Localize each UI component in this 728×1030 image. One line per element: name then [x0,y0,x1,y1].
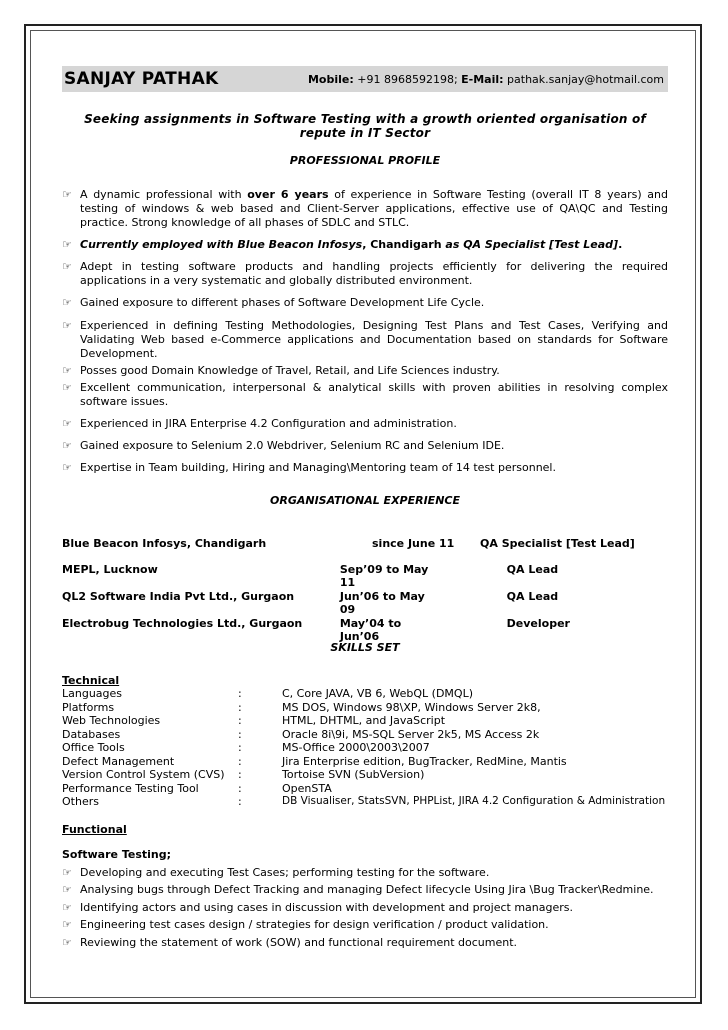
skill-value: Jira Enterprise edition, BugTracker, RedMine, Mantis [282,754,567,768]
skill-row [62,701,668,715]
pointing-hand-icon: ☞ [62,188,72,201]
pointing-hand-icon: ☞ [62,883,72,896]
bullet-text: Posses good Domain Knowledge of Travel, Retail, and Life Sciences industry. [80,364,500,377]
pointing-hand-icon: ☞ [62,918,72,931]
skill-colon: : [238,700,242,714]
profile-bullet-list [62,188,668,475]
skill-value: Tortoise SVN (SubVersion) [282,768,425,781]
profile-section-title: PROFESSIONAL PROFILE [289,154,441,167]
skill-value: HTML, DHTML, and JavaScript [282,714,446,727]
bullet-text: Identifying actors and using cases in discussion with development and project managers. [80,900,573,914]
experience-role: QA Lead [506,563,559,576]
profile-bullet [62,417,668,431]
bullet-text: Reviewing the statement of work (SOW) and functional requirement document. [80,935,518,949]
contact-info [308,73,664,86]
pointing-hand-icon: ☞ [62,381,72,394]
skill-colon: : [238,687,242,700]
skill-label: Platforms [62,700,115,714]
profile-bullet [62,260,668,288]
bullet-text: of experience in Software Testing (overall IT 8 years) and testing of windows & web based and Client-Server applications, effective use of QA\QC and Testing practice. Strong knowledge of all phases of SDLC and STLC. [80,188,669,229]
experience-period: May’04 to Jun’06 [339,617,402,643]
skill-row [62,755,668,769]
experience-company: QL2 Software India Pvt Ltd., Gurgaon [62,590,295,603]
skill-row [62,795,668,809]
functional-bullet [62,934,668,952]
experience-company: MEPL, Lucknow [62,563,158,576]
pointing-hand-icon: ☞ [62,238,72,251]
skills-section-title: SKILLS SET [330,641,400,654]
experience-company: Blue Beacon Infosys, Chandigarh [62,537,267,550]
pointing-hand-icon: ☞ [62,260,72,273]
experience-period: since June 11 [372,537,455,550]
email-label: E-Mail: [461,72,504,86]
skill-row [62,768,668,782]
pointing-hand-icon: ☞ [62,296,72,309]
pointing-hand-icon: ☞ [62,865,72,879]
technical-heading: Technical [62,674,120,687]
functional-bullet-list [62,864,668,952]
technical-skills-table [62,687,668,809]
functional-bullet [62,916,668,934]
experience-company: Electrobug Technologies Ltd., Gurgaon [62,617,303,630]
skill-label: Languages [62,687,123,700]
skill-colon: : [238,795,242,808]
skill-row [62,714,668,728]
experience-row [62,563,668,589]
skill-value: MS DOS, Windows 98\XP, Windows Server 2k8, [282,700,541,714]
pointing-hand-icon: ☞ [62,364,72,377]
profile-bullet [62,296,668,310]
functional-heading: Functional [62,822,127,836]
skill-row [62,687,668,701]
profile-bullet [62,188,668,230]
bullet-text: Gained exposure to Selenium 2.0 Webdriver, Selenium RC and Selenium IDE. [80,439,505,452]
skill-colon: : [238,754,242,768]
bullet-text: Gained exposure to different phases of Software Development Life Cycle. [80,296,485,309]
skill-colon: : [238,727,242,741]
skill-colon: : [238,768,242,781]
bullet-text: Analysing bugs through Defect Tracking and managing Defect lifecycle Using Jira \Bug Tracker\Redmine. [80,883,654,896]
skill-row [62,728,668,742]
bullet-text: A dynamic professional with [80,188,248,201]
email-value: pathak.sanjay@hotmail.com [507,72,664,86]
functional-bullet [62,899,668,917]
skill-colon: : [238,741,242,754]
bullet-text: Expertise in Team building, Hiring and Managing\Mentoring team of 14 test personnel. [80,461,556,474]
profile-bullet [62,381,668,409]
experience-row [62,617,668,643]
bullet-text: Experienced in defining Testing Methodologies, Designing Test Plans and Test Cases, Verifying and Validating Web based e-Commerce applications and Documentation based on standards for Software Development. [80,319,668,360]
skill-label: Defect Management [62,754,175,768]
experience-row [62,590,668,616]
experience-period: Sep’09 to May 11 [339,563,429,589]
pointing-hand-icon: ☞ [62,900,72,914]
resume-content [62,66,668,951]
header-bar [62,66,668,92]
skill-colon: : [238,781,242,795]
experience-section-title: ORGANISATIONAL EXPERIENCE [270,494,460,507]
skill-label: Others [62,795,99,808]
bullet-text-bold-italic: Currently employed with Blue Beacon Infosys [80,238,363,251]
bullet-text: Developing and executing Test Cases; performing testing for the software. [80,865,490,879]
skill-label: Office Tools [62,741,125,754]
candidate-name: SANJAY PATHAK [64,69,219,89]
skill-label: Databases [62,727,121,741]
skill-label: Version Control System (CVS) [62,768,225,781]
pointing-hand-icon: ☞ [62,439,72,452]
skill-label: Web Technologies [62,714,161,727]
experience-list [62,537,668,643]
experience-role: QA Specialist [Test Lead] [480,537,635,550]
profile-bullet [62,238,668,252]
bullet-text-bold-italic: as QA Specialist [Test Lead] [445,238,619,251]
experience-role: Developer [506,617,570,630]
skill-row [62,741,668,755]
skill-label: Performance Testing Tool [62,781,199,795]
profile-bullet [62,461,668,475]
bullet-text: Excellent communication, interpersonal & analytical skills with proven abilities in resolving complex software issues. [80,381,668,408]
experience-row [62,537,668,551]
experience-role: QA Lead [506,590,559,603]
mobile-label: Mobile: [307,72,354,86]
mobile-value: +91 8968592198; [357,72,458,86]
functional-bullet [62,881,668,899]
bullet-text: Engineering test cases design / strategies for design verification / product validation. [80,918,549,931]
skill-value: C, Core JAVA, VB 6, WebQL (DMQL) [282,687,473,700]
bullet-text: Adept in testing software products and handling projects efficiently for delivering the required applications in a very systematic and globally distributed environment. [80,260,668,287]
bullet-text-bold: over 6 years [247,188,329,201]
profile-bullet [62,364,668,378]
pointing-hand-icon: ☞ [62,461,72,474]
profile-bullet [62,439,668,453]
pointing-hand-icon: ☞ [62,935,72,949]
pointing-hand-icon: ☞ [62,319,72,332]
experience-period: Jun’06 to May 09 [339,590,425,616]
skill-value: Oracle 8i\9i, MS-SQL Server 2k5, MS Access 2k [282,727,540,741]
skill-value: DB Visualiser, StatsSVN, PHPList, JIRA 4.2 Configuration & Administration [282,795,666,807]
functional-bullet [62,864,668,882]
bullet-text-bold: , Chandigarh [362,238,446,251]
skill-row [62,782,668,796]
profile-bullet [62,319,668,361]
software-testing-heading: Software Testing; [62,847,172,861]
bullet-text: Experienced in JIRA Enterprise 4.2 Configuration and administration. [80,417,457,430]
skill-colon: : [238,714,242,727]
career-objective: Seeking assignments in Software Testing with a growth oriented organisation of repute in IT Sector [84,112,646,140]
pointing-hand-icon: ☞ [62,417,72,430]
skill-value: MS-Office 2000\2003\2007 [282,741,430,754]
bullet-text-bold: . [618,238,623,251]
skill-value: OpenSTA [282,781,332,795]
